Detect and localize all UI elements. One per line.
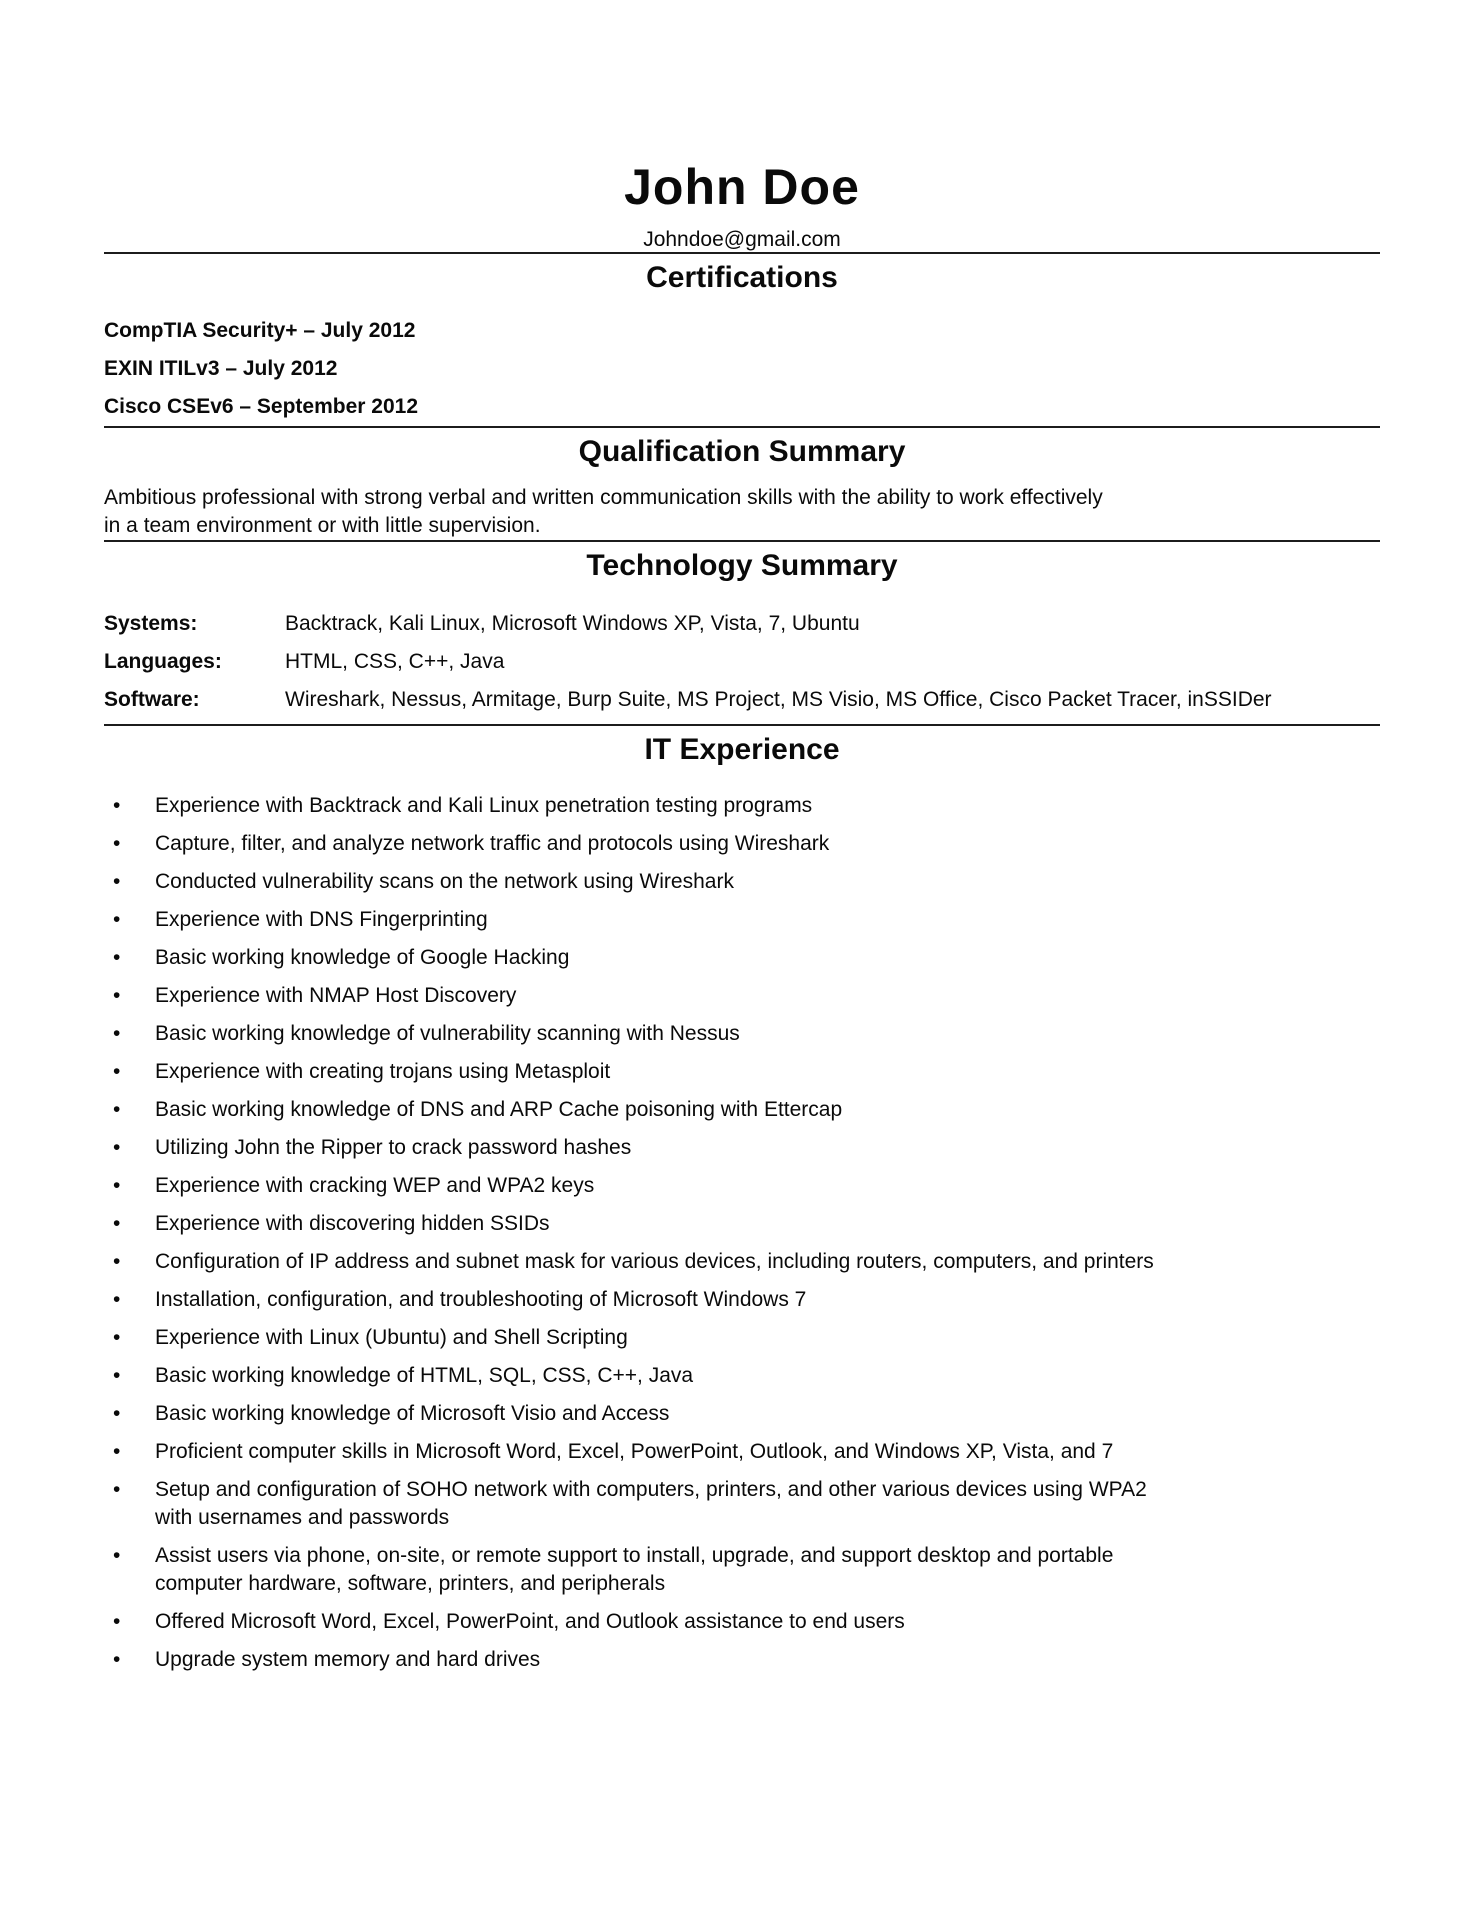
bullet-icon: • [113,1174,121,1197]
experience-item [104,868,1175,896]
bullet-icon: • [113,1212,121,1235]
bullet-icon: • [113,1098,121,1121]
experience-item-text: Configuration of IP address and subnet mask for various devices, including routers, computers, and printers [155,1250,1154,1273]
it-experience-section [104,732,1380,1674]
bullet-icon: • [113,1326,121,1349]
certifications-section [104,260,1380,426]
bullet-icon: • [113,946,121,969]
experience-item-text: Basic working knowledge of vulnerability scanning with Nessus [155,1022,740,1045]
qualification-summary-section [104,434,1380,540]
bullet-icon: • [113,984,121,1007]
email-address: Johndoe@gmail.com [643,228,841,251]
experience-item [104,830,1175,858]
section-title-qualification-summary: Qualification Summary [578,435,906,468]
experience-item [104,906,1175,934]
experience-item-text: Installation, configuration, and troubleshooting of Microsoft Windows 7 [155,1288,807,1311]
technology-row-label: Systems: [104,612,198,635]
experience-item [104,1400,1175,1428]
bullet-icon: • [113,1136,121,1159]
technology-row [104,686,1380,714]
section-divider [104,540,1380,542]
experience-item-text: Basic working knowledge of HTML, SQL, CSS, C++, Java [155,1364,694,1387]
bullet-icon: • [113,1478,121,1501]
experience-item-text: Conducted vulnerability scans on the network using Wireshark [155,870,734,893]
section-title-technology-summary: Technology Summary [586,549,898,582]
technology-row-value: HTML, CSS, C++, Java [285,650,505,673]
bullet-icon: • [113,1544,121,1567]
bullet-icon: • [113,794,121,817]
experience-item-text: Basic working knowledge of DNS and ARP Cache poisoning with Ettercap [155,1098,843,1121]
technology-summary-section [104,548,1380,714]
experience-item [104,1438,1175,1466]
bullet-icon: • [113,870,121,893]
page-title: John Doe [624,159,860,215]
experience-item-text: Assist users via phone, on-site, or remote support to install, upgrade, and support desktop and portable computer hardware, software, printers, and peripherals [155,1544,1114,1595]
section-title-certifications: Certifications [646,261,838,294]
experience-item-text: Upgrade system memory and hard drives [155,1648,541,1671]
bullet-icon: • [113,1250,121,1273]
experience-item-text: Utilizing John the Ripper to crack password hashes [155,1136,632,1159]
bullet-icon: • [113,1060,121,1083]
experience-item-text: Experience with Linux (Ubuntu) and Shell Scripting [155,1326,628,1349]
bullet-icon: • [113,1364,121,1387]
technology-row-value: Wireshark, Nessus, Armitage, Burp Suite, MS Project, MS Visio, MS Office, Cisco Packet Tracer, inSSIDer [285,688,1272,711]
experience-item [104,1608,1175,1636]
experience-item [104,1248,1175,1276]
experience-list [104,792,1380,1674]
experience-item-text: Setup and configuration of SOHO network with computers, printers, and other various devices using WPA2 with usernames and passwords [155,1478,1147,1529]
experience-item [104,1542,1175,1598]
experience-item [104,792,1175,820]
experience-item-text: Capture, filter, and analyze network traffic and protocols using Wireshark [155,832,830,855]
bullet-icon: • [113,1610,121,1633]
bullet-icon: • [113,1648,121,1671]
section-title-it-experience: IT Experience [644,733,840,766]
experience-item-text: Experience with Backtrack and Kali Linux penetration testing programs [155,794,813,817]
experience-item [104,982,1175,1010]
experience-item [104,1134,1175,1162]
section-divider [104,252,1380,254]
bullet-icon: • [113,1402,121,1425]
experience-item [104,1324,1175,1352]
bullet-icon: • [113,1022,121,1045]
experience-item [104,1020,1175,1048]
experience-item-text: Experience with cracking WEP and WPA2 keys [155,1174,595,1197]
bullet-icon: • [113,1440,121,1463]
certification-item: EXIN ITILv3 – July 2012 [104,357,338,380]
certification-item: Cisco CSEv6 – September 2012 [104,395,418,418]
section-divider [104,724,1380,726]
experience-item [104,1286,1175,1314]
qualification-summary-text: Ambitious professional with strong verbal and written communication skills with the ability to work effectively in a team environment or with little supervision. [104,486,1103,537]
experience-item-text: Experience with DNS Fingerprinting [155,908,488,931]
experience-item-text: Basic working knowledge of Google Hacking [155,946,570,969]
experience-item [104,944,1175,972]
technology-row-label: Languages: [104,650,222,673]
experience-item-text: Experience with creating trojans using Metasploit [155,1060,611,1083]
bullet-icon: • [113,832,121,855]
experience-item-text: Proficient computer skills in Microsoft Word, Excel, PowerPoint, Outlook, and Windows XP, Vista, and 7 [155,1440,1114,1463]
experience-item [104,1476,1175,1532]
bullet-icon: • [113,1288,121,1311]
technology-row-label: Software: [104,688,200,711]
experience-item [104,1210,1175,1238]
bullet-icon: • [113,908,121,931]
experience-item [104,1058,1175,1086]
technology-row-value: Backtrack, Kali Linux, Microsoft Windows XP, Vista, 7, Ubuntu [285,612,860,635]
experience-item [104,1362,1175,1390]
experience-item-text: Experience with NMAP Host Discovery [155,984,517,1007]
experience-item [104,1646,1175,1674]
section-divider [104,426,1380,428]
experience-item-text: Basic working knowledge of Microsoft Visio and Access [155,1402,670,1425]
experience-item [104,1172,1175,1200]
technology-row [104,610,1380,638]
experience-item-text: Experience with discovering hidden SSIDs [155,1212,550,1235]
certification-item: CompTIA Security+ – July 2012 [104,319,416,342]
technology-row [104,648,1380,676]
experience-item-text: Offered Microsoft Word, Excel, PowerPoint, and Outlook assistance to end users [155,1610,905,1633]
experience-item [104,1096,1175,1124]
